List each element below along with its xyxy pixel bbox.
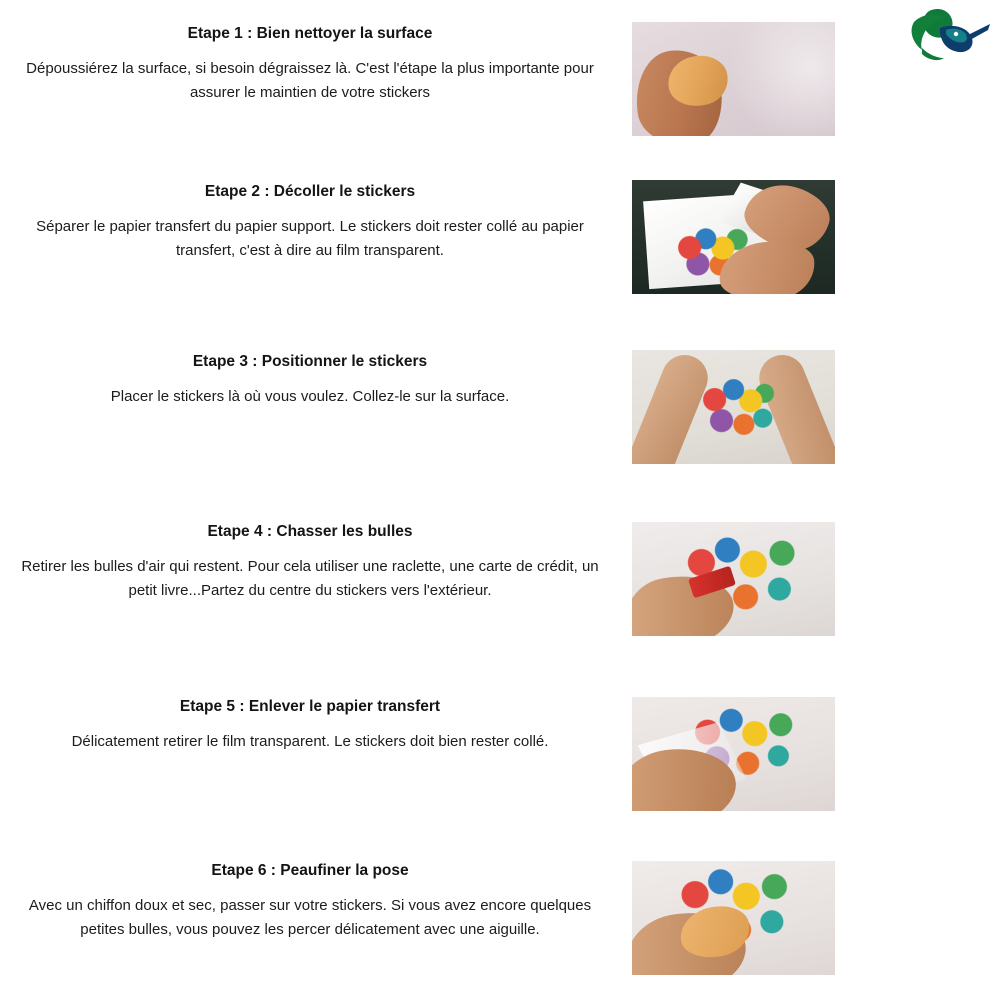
step-2-photo <box>632 180 835 294</box>
step-3-body: Placer le stickers là où vous voulez. Collez-le sur la surface. <box>110 388 510 406</box>
step-1-body: Dépoussiérez la surface, si besoin dégraissez là. C'est l'étape la plus importante pour assurer le maintien de votre stickers <box>26 60 594 101</box>
step-3-photo <box>632 350 835 464</box>
hummingbird-logo <box>896 6 992 68</box>
step-6-text <box>10 861 610 941</box>
step-1-text <box>10 24 610 104</box>
step-3-text <box>10 352 610 409</box>
step-5-photo <box>632 697 835 811</box>
step-2-body: Séparer le papier transfert du papier support. Le stickers doit rester collé au papier transfert, c'est à dire au film transparent. <box>36 218 584 259</box>
step-1-title: Etape 1 : Bien nettoyer la surface <box>187 25 433 42</box>
step-4-body: Retirer les bulles d'air qui restent. Pour cela utiliser une raclette, une carte de crédit, un petit livre...Partez du centre du stickers vers l'extérieur. <box>21 558 599 599</box>
step-2-text <box>10 182 610 262</box>
step-6-title: Etape 6 : Peaufiner la pose <box>211 862 409 879</box>
step-6-body: Avec un chiffon doux et sec, passer sur votre stickers. Si vous avez encore quelques petites bulles, vous pouvez les percer délicatement avec une aiguille. <box>28 897 592 938</box>
step-3-title: Etape 3 : Positionner le stickers <box>192 353 428 370</box>
step-5-body: Délicatement retirer le film transparent. Le stickers doit bien rester collé. <box>71 733 549 751</box>
step-1-photo <box>632 22 835 136</box>
step-5-title: Etape 5 : Enlever le papier transfert <box>179 698 441 715</box>
step-4-text <box>10 522 610 602</box>
step-4-photo <box>632 522 835 636</box>
step-6-photo <box>632 861 835 975</box>
step-4-title: Etape 4 : Chasser les bulles <box>207 523 413 540</box>
step-5-text <box>10 697 610 754</box>
step-2-title: Etape 2 : Décoller le stickers <box>204 183 416 200</box>
